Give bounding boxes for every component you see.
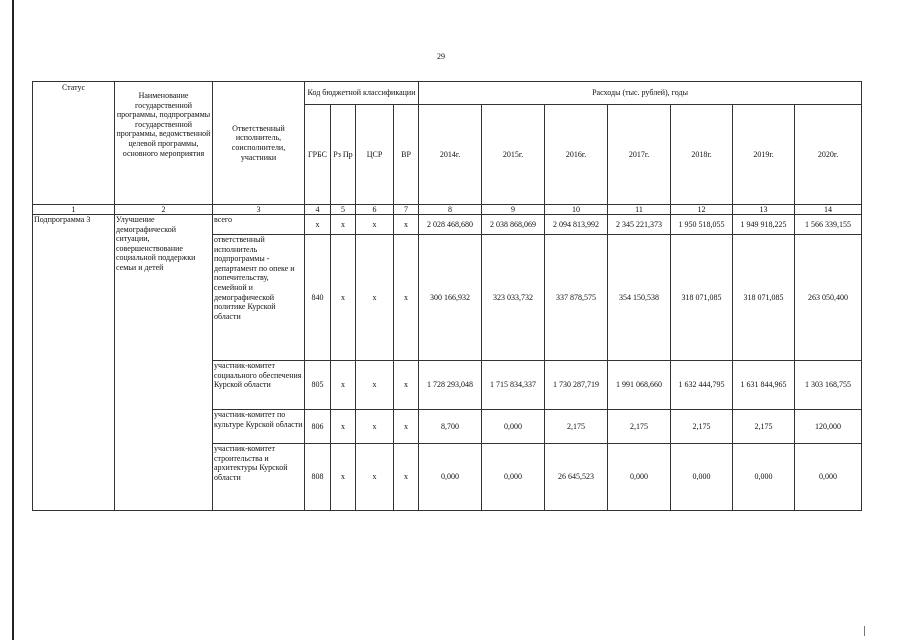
scan-edge-line	[12, 0, 14, 640]
header-budget-code: Код бюджетной классификации	[305, 82, 419, 105]
header-year: 2017г.	[608, 105, 671, 205]
csr-cell: x	[356, 235, 394, 361]
column-number: 13	[733, 205, 795, 215]
value-cell: 0,000	[482, 410, 545, 444]
header-status: Статус	[33, 82, 115, 205]
value-cell: 0,000	[482, 444, 545, 511]
value-cell: 0,000	[608, 444, 671, 511]
column-number: 8	[419, 205, 482, 215]
executor-cell: ответственный исполнитель подпрограммы - департамент по опеке и попечительству, семейной и демографической политике Курской области	[213, 235, 305, 361]
executor-cell: участник-комитет строительства и архитектуры Курской области	[213, 444, 305, 511]
value-cell: 0,000	[419, 444, 482, 511]
column-number: 6	[356, 205, 394, 215]
column-number: 5	[331, 205, 356, 215]
grbs-cell: 840	[305, 235, 331, 361]
value-cell: 120,000	[795, 410, 862, 444]
value-cell: 1 950 518,055	[671, 215, 733, 235]
header-program-name: Наименование государственной программы, подпрограммы государственной программы, ведомственной целевой программы, основного мероприятия	[115, 82, 213, 205]
executor-cell: участник-комитет по культуре Курской области	[213, 410, 305, 444]
value-cell: 1 303 168,755	[795, 361, 862, 410]
grbs-cell: 806	[305, 410, 331, 444]
scan-corner-mark	[858, 626, 865, 636]
column-number: 3	[213, 205, 305, 215]
vr-cell: x	[394, 444, 419, 511]
column-number: 14	[795, 205, 862, 215]
column-number: 11	[608, 205, 671, 215]
vr-cell: x	[394, 410, 419, 444]
value-cell: 0,000	[733, 444, 795, 511]
column-number: 1	[33, 205, 115, 215]
grbs-cell: 808	[305, 444, 331, 511]
value-cell: 0,000	[795, 444, 862, 511]
header-year: 2018г.	[671, 105, 733, 205]
value-cell: 2 028 468,680	[419, 215, 482, 235]
rz-pr-cell: x	[331, 235, 356, 361]
header-row-1	[33, 82, 862, 105]
rz-pr-cell: x	[331, 410, 356, 444]
value-cell: 0,000	[671, 444, 733, 511]
column-number: 12	[671, 205, 733, 215]
header-year: 2016г.	[545, 105, 608, 205]
header-vr: ВР	[394, 105, 419, 205]
value-cell: 1 632 444,795	[671, 361, 733, 410]
value-cell: 8,700	[419, 410, 482, 444]
executor-cell: участник-комитет социального обеспечения Курской области	[213, 361, 305, 410]
value-cell: 263 050,400	[795, 235, 862, 361]
rz-pr-cell: x	[331, 444, 356, 511]
page-number: 29	[437, 52, 445, 61]
value-cell: 300 166,932	[419, 235, 482, 361]
header-expenses: Расходы (тыс. рублей), годы	[419, 82, 862, 105]
rz-pr-cell: x	[331, 215, 356, 235]
vr-cell: x	[394, 235, 419, 361]
table-row	[33, 215, 862, 235]
header-executor: Ответственный исполнитель, соисполнители, участники	[213, 82, 305, 205]
header-rz-pr: Рз Пр	[331, 105, 356, 205]
csr-cell: x	[356, 410, 394, 444]
csr-cell: x	[356, 215, 394, 235]
value-cell: 2,175	[671, 410, 733, 444]
value-cell: 1 631 844,965	[733, 361, 795, 410]
value-cell: 2,175	[733, 410, 795, 444]
value-cell: 337 878,575	[545, 235, 608, 361]
value-cell: 1 728 293,048	[419, 361, 482, 410]
value-cell: 318 071,085	[733, 235, 795, 361]
value-cell: 354 150,538	[608, 235, 671, 361]
budget-table	[32, 81, 862, 511]
column-number-row	[33, 205, 862, 215]
column-number: 4	[305, 205, 331, 215]
value-cell: 2,175	[608, 410, 671, 444]
grbs-cell: x	[305, 215, 331, 235]
csr-cell: x	[356, 444, 394, 511]
vr-cell: x	[394, 215, 419, 235]
rz-pr-cell: x	[331, 361, 356, 410]
header-grbs: ГРБС	[305, 105, 331, 205]
value-cell: 1 991 068,660	[608, 361, 671, 410]
value-cell: 1 566 339,155	[795, 215, 862, 235]
header-year: 2020г.	[795, 105, 862, 205]
value-cell: 1 730 287,719	[545, 361, 608, 410]
subprogram-name: Улучшение демографической ситуации, совершенствование социальной поддержки семьи и детей	[115, 215, 213, 511]
value-cell: 323 033,732	[482, 235, 545, 361]
value-cell: 1 949 918,225	[733, 215, 795, 235]
grbs-cell: 805	[305, 361, 331, 410]
value-cell: 2,175	[545, 410, 608, 444]
csr-cell: x	[356, 361, 394, 410]
value-cell: 2 345 221,373	[608, 215, 671, 235]
header-year: 2014г.	[419, 105, 482, 205]
column-number: 9	[482, 205, 545, 215]
value-cell: 1 715 834,337	[482, 361, 545, 410]
column-number: 7	[394, 205, 419, 215]
header-csr: ЦСР	[356, 105, 394, 205]
header-year: 2015г.	[482, 105, 545, 205]
value-cell: 318 071,085	[671, 235, 733, 361]
header-year: 2019г.	[733, 105, 795, 205]
subprogram-status: Подпрограмма 3	[33, 215, 115, 511]
value-cell: 26 645,523	[545, 444, 608, 511]
vr-cell: x	[394, 361, 419, 410]
executor-cell: всего	[213, 215, 305, 235]
column-number: 2	[115, 205, 213, 215]
value-cell: 2 038 868,069	[482, 215, 545, 235]
value-cell: 2 094 813,992	[545, 215, 608, 235]
column-number: 10	[545, 205, 608, 215]
